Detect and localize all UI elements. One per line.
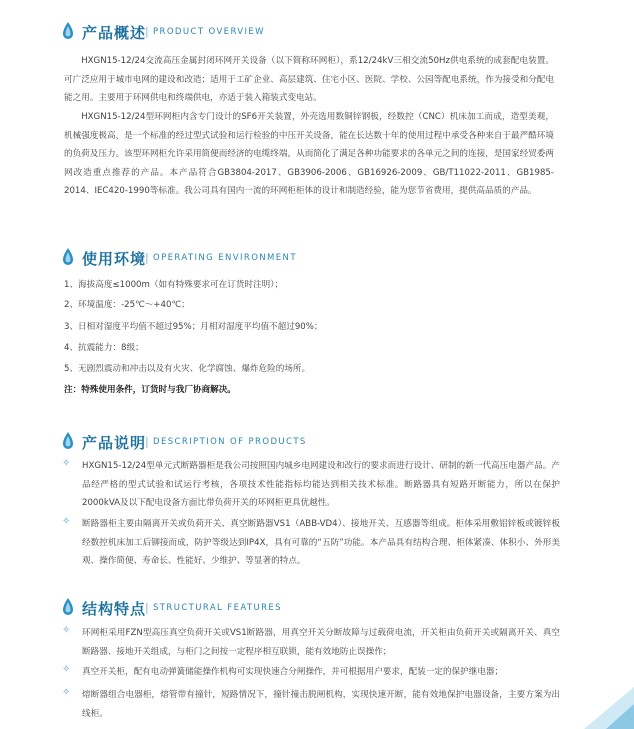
overview-paragraph-2: HXGN15-12/24型环网柜内含专门设计的SF6开关装置，外壳选用数铜锌钢板，经数控（CNC）机床加工而成，造型美观，机械强度极高，是一个标准的经过型式试验和运行检验的中压开关设备，能在长达数十年的使用过程中承受各种来自于最严酷环境的负荷及压力。该型环网柜允许采用简便而经济的电缆终端，从而简化了满足各种功能要求的各单元之间的连接，是国家经贸委两网改造重点推荐的产品。本产品符合GB3804-2017、GB3906-2006、GB16926-2009、GB/T11022-2011、GB1985-2014、IEC420-1990等标准。我公司具有国内一流的环网柜柜体的设计和制造经验，能为您节省费用，提供高品质的产品。 <box>64 112 554 196</box>
overview-heading <box>0 20 634 44</box>
list-item <box>62 663 562 682</box>
environment-section <box>0 246 634 270</box>
overview-title: 产品概述 <box>82 24 147 42</box>
feature-item: 熔断器组合电器柜，熔管带有撞针，短路情况下，撞针撞击脱闸机构，实现快速开断，能有效地保护电器设备，主要方案为出线柜。 <box>82 690 560 719</box>
features-section <box>0 596 634 620</box>
drop-icon <box>62 597 74 617</box>
description-item: HXGN15-12/24型单元式断路器柜是我公司按照国内城乡电网建设和改行的要求而进行设计、研制的新一代高压电器产品。产品经严格的型式试验和试运行考核，各项技术性能指标均能达到相关技术标准。断路器具有短路开断能力，所以在保护2000kVA及以下配电设备方面比带负荷开关的环网柜更具优越性。 <box>82 461 560 508</box>
environment-title: 使用环境 <box>82 250 147 268</box>
environment-item: 5、无剧烈震动和冲击以及有火灾、化学腐蚀、爆炸危险的场所。 <box>64 364 311 374</box>
list-item <box>62 686 562 724</box>
feature-item: 环网柜采用FZN型高压真空负荷开关或VS1断路器，用真空开关分断故障与过载荷电流，开关柜由负荷开关或隔离开关、真空断路器、接地开关组成，与柜门之间按一定程序相互联锁，能有效地防止误操作； <box>82 628 560 657</box>
heading-separator: | <box>145 435 149 448</box>
description-section <box>0 430 634 454</box>
heading-separator: | <box>145 601 149 614</box>
features-title-en: STRUCTURAL FEATURES <box>153 603 282 613</box>
environment-item: 1、海拔高度≤1000m（如有特殊要求可在订货时注明）； <box>64 280 284 290</box>
features-heading <box>0 596 634 620</box>
description-heading <box>0 430 634 454</box>
description-title: 产品说明 <box>82 434 147 452</box>
list-item <box>62 515 562 571</box>
list-item <box>62 624 562 662</box>
sparkle-bullet-icon: ✧ <box>62 687 71 698</box>
description-item: 断路器柜主要由隔离开关或负荷开关、真空断路器VS1（ABB-VD4）、接地开关、互感器等组成。柜体采用敷铝锌板或镀锌板经数控机床加工后铆接而成，防护等级达到IP4X，具有可靠的“五防”功能。本产品具有结构合理、柜体紧凑、体积小、外形美观、操作简便、寿命长、性能好、少维护、等显著的特点。 <box>82 519 560 566</box>
description-title-en: DESCRIPTION OF PRODUCTS <box>153 437 307 447</box>
sparkle-bullet-icon: ✧ <box>62 516 71 527</box>
environment-title-en: OPERATING ENVIRONMENT <box>153 253 297 263</box>
drop-icon <box>62 247 74 267</box>
environment-heading <box>0 246 634 270</box>
environment-item: 4、抗震能力：8级； <box>64 343 144 353</box>
sparkle-bullet-icon: ✧ <box>62 625 71 636</box>
sparkle-bullet-icon: ✧ <box>62 458 71 469</box>
features-title: 结构特点 <box>82 600 147 618</box>
drop-icon <box>62 431 74 451</box>
environment-item: 2、环境温度：-25℃～+40℃； <box>64 300 190 310</box>
overview-title-en: PRODUCT OVERVIEW <box>153 27 265 37</box>
heading-separator: | <box>145 251 149 264</box>
heading-separator: | <box>145 25 149 38</box>
environment-item: 3、日相对湿度平均值不超过95%；月相对湿度平均值不超过90%； <box>64 322 323 332</box>
sparkle-bullet-icon: ✧ <box>62 664 71 675</box>
list-item <box>62 457 562 513</box>
overview-section <box>0 20 634 44</box>
overview-paragraph-1: HXGN15-12/24交流高压金属封闭环网开关设备（以下简称环网柜），系12/24kV三相交流50Hz供电系统的成套配电装置。可广泛应用于城市电网的建设和改造；适用于工矿企业、高层建筑、住宅小区、医院、学校、公园等配电系统，作为接受和分配电能之用。主要用于环网供电和终端供电，亦适于装入箱装式变电站。 <box>64 56 554 103</box>
environment-note: 注：特殊使用条件，订货时与我厂协商解决。 <box>64 385 236 395</box>
drop-icon <box>62 21 74 41</box>
corner-decoration <box>564 659 634 729</box>
feature-item: 真空开关柜，配有电动弹簧储能操作机构可实现快速合分闸操作，并可根据用户要求，配装一定的保护继电器； <box>82 667 504 677</box>
